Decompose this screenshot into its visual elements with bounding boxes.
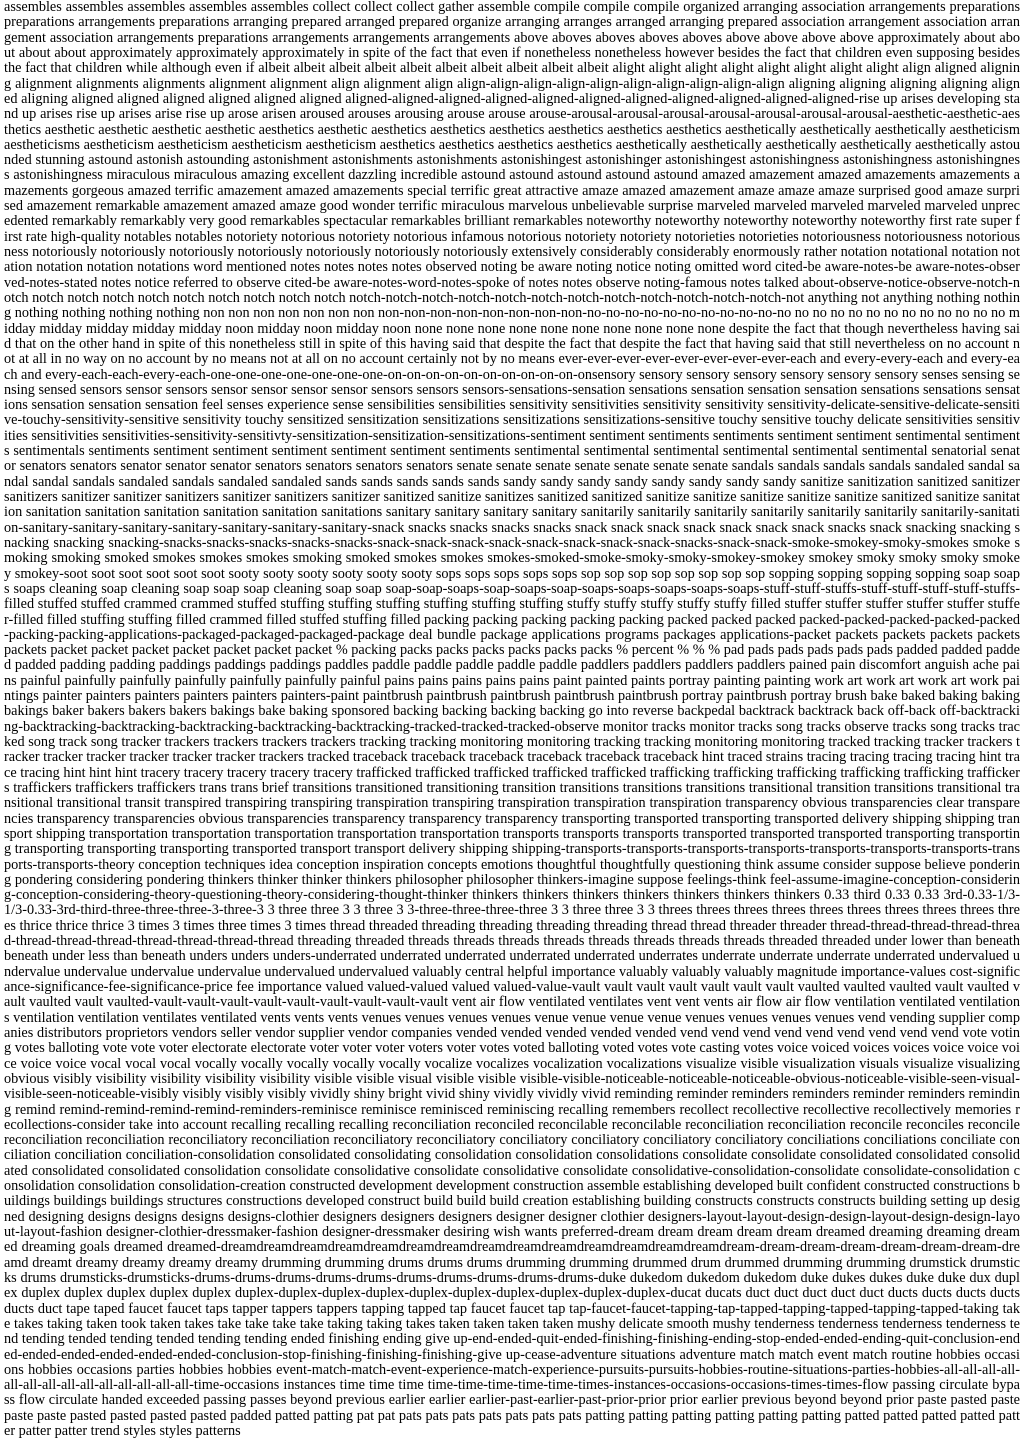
document-body-text: assembles assembles assembles assembles assembles collect collect collect gather assemble compile compile compile organized arranging association arrangements preparations preparations arrangements preparations arranging prepared arranged prepared organize arranging arranges arranged arranging prepared association arrangement association arrangement association arrangements preparations arrangements arrangements arrangements above aboves aboves aboves aboves above above above above approximately about about about about approximately approximately approximately in spite of the fact that even if nonetheless nonetheless however besides the fact that children even supposing besides the fact that children while although even if albeit albeit albeit albeit albeit albeit albeit albeit albeit albeit alight alight alight alight alight alight alight alight align aligned aligning alignment alignments alignments alignment alignment align alignment align align-align-align-align-align-align-align-align-align-align aligning aligning aligning aligning aligned aligning aligned aligned aligned aligned aligned aligned aligned-aligned-aligned-aligned-aligned-aligned-aligned-aligned-aligned-aligned-aligned-rise up arises developing stand up arises rise up arises arise rise up arose arisen aroused arouses arousing arouse arouse arouse-arousal-arousal-arousal-arousal-arousal-arousal-arousal-aesthetic-aesthetic-aesthetics aesthetic aesthetic aesthetic aesthetic aesthetics aesthetic aesthetics aesthetics aesthetics aesthetics aesthetics aesthetics aesthetically aesthetically aesthetically aestheticism aestheticisms aestheticism aestheticism aestheticism aestheticism aesthetics aesthetics aesthetics aesthetics aesthetically aesthetically aesthetically aesthetically aesthetically astounded stunning astound astonish astounding astonishment astonishments astonishments astonishingest astonishinger astonishingest astonishingness astonishingness astonishingness astonishingness miraculous miraculous amazing excellent dazzling incredible astound astound astound astound astound amazed amazement amazed amazements amazements amazements gorgeous amazed terrific amazement amazed amazements special terrific great attractive amaze amazed amazement amaze amaze amaze surprised good amaze surprised amazement remarkable amazement amazed amaze good wonder terrific miraculous marvelous unbelievable surprise marveled marveled marveled marveled marveled unprecedented remarkably remarkably very good remarkables spectacular remarkables brilliant remarkables noteworthy noteworthy noteworthy noteworthy noteworthy first rate super first rate high-quality notables notables notoriety notorious notoriety notorious infamous notorious notoriety notoriety notorieties notorieties notoriousness notoriousness notoriousness notoriously notoriously notoriously notoriously notoriously notoriously notoriously extensively considerably considerably enormously rather notation notational notation notation notation notation notations word mentioned notes notes notes notes observed noting be aware noting notice noting omitted word cited-be aware-notes-be aware-notes-observed-notes-stated notes notice referred to observe cited-be aware-notes-word-notes-spoke of notes notes observe noting-famous notes talked about-observe-notice-observe-notch-notch notch notch notch notch notch notch notch notch notch notch-notch-notch-notch-notch-notch-notch-notch-notch-notch-notch-notch-not anything not anything nothing nothing nothing nothing nothing nothing non non non non non non non non-non-non-non-non-non-non-non-no-no-no-no-no-no-no-no-no-no-no no no no no no no no no no no no no midday midday midday midday midday noon midday noon midday noon none none none none none none none none none none despite the fact that though nevertheless having said that on the other hand in spite of this nonetheless still in spite of this having said that despite the fact that despite the fact that having said that still nevertheless on no account not at all in no way on no account by no means not at all on no account certainly not by no means ever-ever-ever-ever-ever-ever-ever-ever-each and every-every-each and every-each and every-each-each-every-each-one-one-one-one-one-one-one-on-on-on-on-on-on-on-on-on-on-onsensory sensory sensory sensory sensory sensory sensory senses sensing sensing sensed sensors sensor sensors sensor sensor sensor sensor sensors sensors sensors-sensations-sensation sensations sensation sensation sensation sensations sensations sensations sensation sensation sensation feel senses experience sense sensibilities sensibilities sensitivity sensitivities sensitivity sensitivity sensitivity-delicate-sensitive-delicate-sensitive-touchy-sensitivity-sensitive sensitivity touchy sensitized sensitization sensitizations sensitizations sensitizations-sensitive touchy sensitive touchy delicate sensitivities sensitivities sensitivities sensitivities-sensitivity-sensitivty-sensitization-sensitization-sensitizations-sentiment sentiment sentiments sentiments sentiment sentiment sentimental sentiments sentimentals sentiments sentiment sentiment sentiment sentiment sentiment sentiments sentimental sentimental sentimental sentimental sentimental sentimental senatorial senator senators senators senator senator senator senators senators senators senators senate senate senate senate senate senate senate sandals sandals sandals sandals sandaled sandal sandal sandal sandals sandaled sandals sandaled sandaled sands sands sands sands sands sandy sandy sandy sandy sandy sandy sandy sandy sanitize sanitization sanitized sanitizer sanitizers sanitizer sanitizer sanitizers sanitizer sanitizers sanitizer sanitized sanitize sanitizes sanitized sanitized sanitize sanitize sanitize sanitize sanitize sanitized sanitize sanitation sanitation sanitation sanitation sanitation sanitation sanitations sanitary sanitary sanitary sanitary sanitarily sanitarily sanitarily sanitarily sanitarily sanitarily sanitarily-sanitation-sanitary-sanitary-sanitary-sanitary-sanitary-sanitary-sanitary-snack snacks snacks snacks snacks snack snack snack snack snack snack snack snacks snack snacking snacking snacking snacking snacking-snacks-snacks-snacks-snacks-snacks-snack-snack-snack-snack-snack-snack-snack-snack-snacks-snack-snack-smoke-smokey-smoky-smokes smoke smoking smoking smoked smokes smokes smokes smoking smoked smokes smokes smokes-smoked-smoke-smoky-smoky-smokey-smokey smokey smoky smoky smoky smokey smokey-soot soot soot soot soot soot sooty sooty sooty sooty sooty sooty sops sops sops sops sops sop sop sop sop sop sop sop sop sopping sopping sopping sopping soap soaps soaps cleaning soap cleaning soap soap soap cleaning soap soap soap-soap-soaps-soap-soaps-soap-soaps-soaps-soaps-soaps-soaps-stuff-stuff-stuffs-stuff-stuff-stuff-stuff-stuffs-filled stuffed stuffed crammed crammed stuffed stuffing stuffing stuffing stuffing stuffing stuffing stuffy stuffy stuffy stuffy stuffy filled stuffer stuffer stuffer stuffer stuffer stuffer-filled filled stuffing stuffing filled crammed filled stuffed stuffing filled packing packing packing packing packing packed packed packed packed-packed-packed-packed-packed-packing-packing-applications-packaged-packaged-packaged-package deal bundle package applications programs packages applications-packet packets packets packets packets packets packet packet packet packet packet packet packet % packing packs packs packs packs packs packs % percent % % % pad pads pads pads pads pads padded padded padded padded padding padding paddings paddings paddings paddles paddle paddle paddle paddle paddle paddlers paddlers paddlers paddlers pained pain discomfort anguish ache pains painful painfully painfully painfully painfully painfully painful pains pains pains pains pains paint painted paints portray painting painting work art work art work art work paintings painter painters painters painters painters painters-paint paintbrush paintbrush paintbrush paintbrush paintbrush portray paintbrush portray brush bake baked baking baking bakings baker bakers bakers bakers bakings bake baking sponsored backing backing backing backing go into reverse backpedal backtrack backtrack back off-back off-backtracking-backtracking-backtracking-backtracking-backtracking-backtracking-tracked-tracked-tracked-observe monitor tracks monitor tracks song tracks observe tracks song tracks tracked song track song tracker trackers trackers trackers trackers tracking tracking monitoring monitoring tracking tracking monitoring monitoring tracked tracking tracker trackers tracker tracker tracker tracker tracker tracker trackers tracked traceback traceback traceback traceback traceback traceback hint traced strains tracing tracing tracing tracing hint trace tracing hint hint hint tracery tracery tracery tracery tracery trafficked trafficked trafficked trafficked trafficked trafficking trafficking trafficking trafficking trafficking traffickers traffickers traffickers traffickers trans trans brief transitions transitioned transitioning transition transitions transitions transitions transitional transition transitions transitional transitional transitional transit transpired transpiring transpiring transpiration transpiring transpiration transpiration transpiration transparency obvious transparencies clear transparencies transparency transparencies obvious transparencies transparency transparency transparency transporting transported transporting transported delivery shipping shipping transport shipping transportation transportation transportation transportation transportation transports transports transports transported transported transported transporting transporting transporting transporting transporting transported transport transport delivery shipping shipping-transports-transports-transports-transports-transports-transports-transports-transports-transports-theory conception techniques idea conception inspiration concepts emotions thoughtful thoughtfully questioning think assume consider suppose believe pondering pondering considering pondering thinkers thinker thinker thinkers philosopher philosopher thinkers-imagine suppose feelings-think feel-assume-imagine-conception-considering-conception-considering-theory-questioning-theory-considering-thought-thinker thinkers thinkers thinkers thinkers thinkers thinkers thinkers 0.33 third 0.33 0.33 3rd-0.33-1/3-1/3-0.33-3rd-third-three-three-three-3-three-3 3 three three 3 3 three 3 3-three-three-three-three 3 3 three three 3 3 threes threes threes threes threes threes threes threes threes threes thrice thrice thrice 3 times 3 times three times 3 times thread threaded threading threading threading threading thread thread threader threader thread-thread-thread-thread-thread-thread-thread-thread-thread-thread-thread-thread threading threaded threads threads threads threads threads threads threads threads threaded threaded under lower than beneath beneath under less than beneath unders unders unders-underrated underrated underrated underrated underrated underrates underrate underrate underrate underrated undervalued undervalue undervalue undervalue undervalue undervalued undervalued valuably central helpful importance valuably valuably valuably magnitude importance-values cost-significance-significance-fee-significance-price fee importance valued valued-valued valued valued-value-vault vault vault vault vault vault vault vaulted vaulted vaulted vault vaulted vault vaulted vault vaulted-vault-vault-vault-vault-vault-vault-vault-vault-vault vent air flow ventilated ventilates vent vent vents air flow air flow ventilation ventilated ventilations ventilation ventilation ventilates ventilated vents vents vents venues venues venues venues venue venue venue venue venues venues venues venues vend vending supplier companies distributors proprietors vendors seller vendor supplier vendor companies vended vended vended vended vended vend vend vend vend vend vend vend vend vend vote voting votes balloting vote vote voter electorate electorate voter voter voter voters voter votes voted balloting voted votes vote casting votes voice voiced voices voices voice voice voice voice voice vocal vocal vocal vocally vocally vocally vocally vocally vocalize vocalizes vocalization vocalizations visualize visible visualization visuals visualize visualizing obvious visibly visibility visibility visibility visibility visible visible visual visible visible visible-visible-noticeable-noticeable-noticeable-obvious-noticeable-visible-seen-visual-visible-seen-noticeable-visibly visibly visibly visibly vividly shiny bright vivid shiny vividly vividly vivid reminding reminder reminders reminders reminder reminders reminding remind remind-remind-remind-remind-reminders-reminisce reminisce reminisced reminiscing recalling remembers recollect recollective recollective recollectively memories recollections-consider take into account recalling recalling recalling reconciliation reconciled reconcilable reconcilable reconciliation reconciliation reconcile reconciles reconcile reconciliation reconciliation reconciliatory reconciliation reconciliatory reconciliatory conciliatory conciliatory conciliatory conciliatory conciliations conciliations conciliate conciliation conciliation conciliation-consolidation consolidated consolidating consolidation consolidation consolidations consolidate consolidate consolidated consolidated consolidated consolidated consolidated consolidation consolidate consolidative consolidate consolidative consolidate consolidative-consolidation-consolidate consolidate-consolidation consolidation consolidation consolidation-creation constructed development development construction assemble establishing developed built confident constructed constructions buildings buildings buildings structures constructions developed construct build build build creation establishing building constructs constructs constructs building setting up designed designing designs designs designs designs-clothier designers designers designers designer designer clothier designers-layout-layout-design-design-layout-design-design-layout-layout-fashion designer-clothier-dressmaker-fashion designer-dressmaker desiring wish wants preferred-dream dream dream dream dream dreamed dreaming dreaming dreamed dreaming goals dreamed dreamed-dreamdreamdreamdreamdreamdreamdreamdreamdreamdreamdreamdreamdreamdreamdream-dream-dream-dream-dream-dream-dream-dreamd dreamt dreamy dreamy dreamy dreamy drumming drumming drums drums drums drumming drumming drummed drum drummed drumming drumming drumstick drumsticks drums drumsticks-drumsticks-drums-drums-drums-drums-drums-drums-drums-drums-drums-drums-duke dukedom dukedom dukedom duke dukes dukes duke duke dux duplex duplex duplex duplex duplex duplex duplex-duplex-duplex-duplex-duplex-duplex-duplex-duplex-duplex-duplex-ducat ducats duct duct duct duct duct ducts ducts ducts ducts ducts duct tape taped faucet faucet taps tapper tappers tappers tapping tapped tap faucet faucet tap tap-faucet-faucet-tapping-tap-tapped-tapping-tapped-tapping-tapped-taking take takes taking taken took taken takes take take take take taking taking takes taken taken taken taken mushy delicate smooth mushy tenderness tenderness tenderness tenderness tend tending tended tending tended tending tending ended finishing ending give up-end-ended-quit-ended-finishing-finishing-ending-stop-ended-ended-ending-quit-conclusion-ended-ended-ended-ended-ended-ended-conclusion-stop-finishing-finishing-finishing-give up-cease-adventure situations adventure match match event match routine hobbies occasions hobbies occasions parties hobbies hobbies event-match-match-event-experience-match-experience-pursuits-pursuits-hobbies-routine-situations-parties-hobbies-all-all-all-all-all-all-all-all-all-all-all-all-all-all-time-occasions instances time time time time-time-time-time-time-times-instances-occasions-occasions-times-times-flow passing circulate bypass flow circulate handed exceeded passing passes beyond previous earlier earlier earlier-past-earlier-past-prior-prior prior earlier previous beyond beyond prior paste pasted paste paste paste pasted pasted pasted pasted padded patted patting pat pat pats pats pats pats pats pats pats patting patting patting patting patting patting patted patted patted patted patter patter patter trend styles styles patterns — [4, 0, 1020, 1440]
